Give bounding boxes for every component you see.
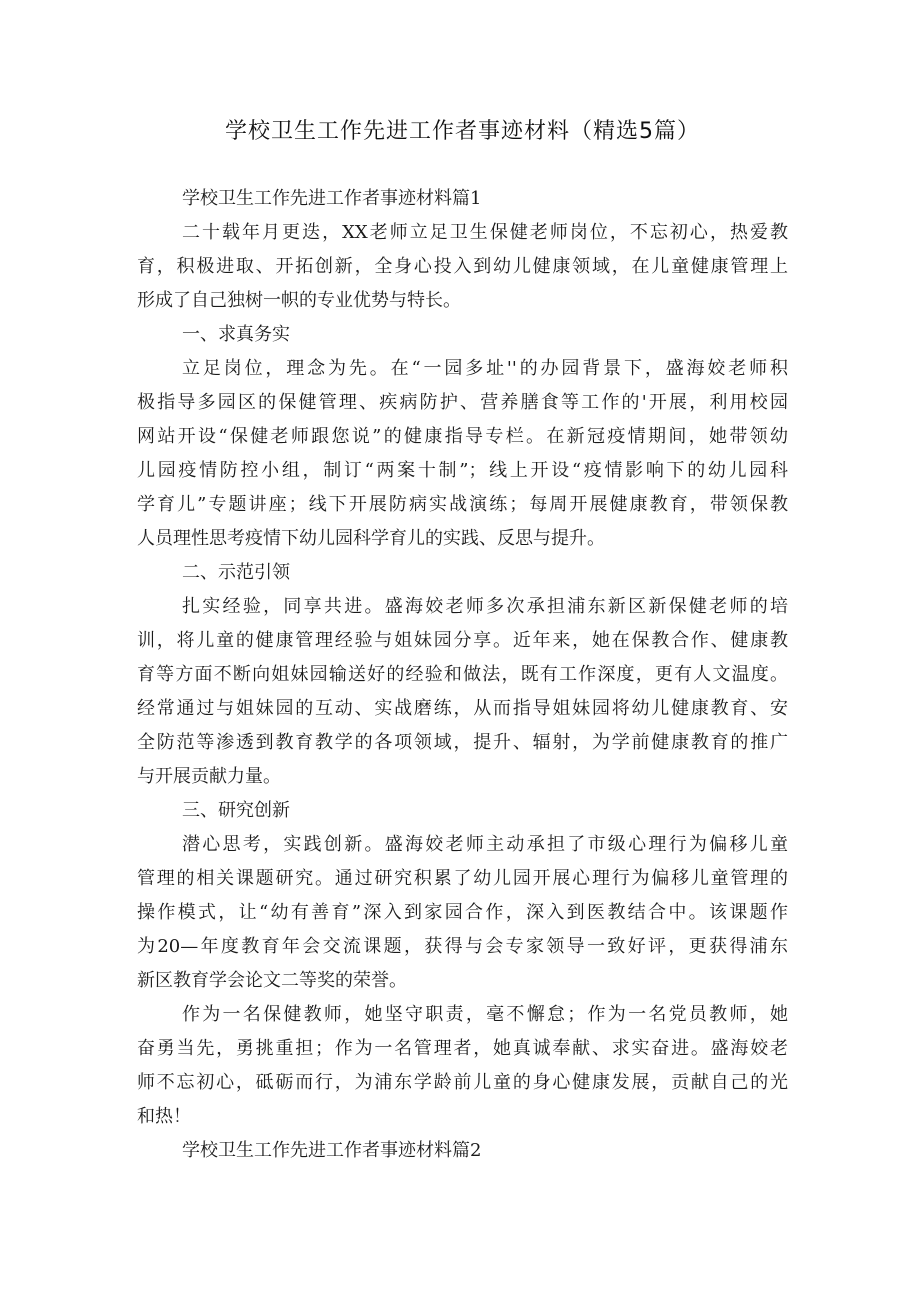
text-line: 极指导多园区的保健管理、疾病防护、营养膳食等工作的'开展，利用校园 bbox=[137, 392, 788, 413]
text-line: 管理的相关课题研究。通过研究积累了幼儿园开展心理行为偏移儿童管理的 bbox=[137, 868, 788, 889]
text-line: 学育儿”专题讲座；线下开展防病实战演练；每周开展健康教育，带领保教 bbox=[137, 494, 788, 515]
text-line: 儿园疫情防控小组，制订“两案十制”；线上开设“疫情影响下的幼儿园科 bbox=[137, 460, 788, 481]
text-line: 人员理性思考疫情下幼儿园科学育儿的实践、反思与提升。 bbox=[137, 528, 605, 549]
text-line: 潜心思考，实践创新。盛海姣老师主动承担了市级心理行为偏移儿童 bbox=[182, 834, 788, 855]
text-line: 训，将儿童的健康管理经验与姐妹园分享。近年来，她在保教合作、健康教 bbox=[137, 630, 788, 651]
text-line: 学校卫生工作先进工作者事迹材料篇2 bbox=[182, 1140, 482, 1161]
text-line: 新区教育学会论文二等奖的荣誉。 bbox=[137, 970, 407, 991]
text-line: 育，积极进取、开拓创新，全身心投入到幼儿健康领域，在儿童健康管理上 bbox=[137, 256, 788, 277]
text-line: 奋勇当先，勇挑重担；作为一名管理者，她真诚奉献、求实奋进。盛海姣老 bbox=[137, 1038, 788, 1059]
document-body bbox=[137, 182, 788, 1168]
text-line: 二十载年月更迭，XX老师立足卫生保健老师岗位，不忘初心，热爱教 bbox=[182, 222, 788, 243]
text-line: 育等方面不断向姐妹园输送好的经验和做法，既有工作深度，更有人文温度。 bbox=[137, 664, 788, 685]
text-line: 网站开设“保健老师跟您说”的健康指导专栏。在新冠疫情期间，她带领幼 bbox=[137, 426, 788, 447]
text-line: 经常通过与姐妹园的互动、实战磨练，从而指导姐妹园将幼儿健康教育、安 bbox=[137, 698, 788, 719]
text-line: 扎实经验，同享共进。盛海姣老师多次承担浦东新区新保健老师的培 bbox=[182, 596, 788, 617]
text-line: 立足岗位，理念为先。在“一园多址''的办园背景下，盛海姣老师积 bbox=[182, 358, 788, 379]
text-line: 操作模式，让“幼有善育”深入到家园合作，深入到医教结合中。该课题作 bbox=[137, 902, 788, 923]
document-title: 学校卫生工作先进工作者事迹材料（精选5篇） bbox=[225, 119, 700, 144]
text-line: 与开展贡献力量。 bbox=[137, 766, 281, 787]
text-line: 形成了自己独树一帜的专业优势与特长。 bbox=[137, 290, 461, 311]
text-line: 一、求真务实 bbox=[182, 324, 290, 345]
text-line: 作为一名保健教师，她坚守职责，毫不懈怠；作为一名党员教师，她 bbox=[182, 1004, 788, 1025]
text-line: 全防范等渗透到教育教学的各项领域，提升、辐射，为学前健康教育的推广 bbox=[137, 732, 788, 753]
text-line: 为20—年度教育年会交流课题，获得与会专家领导一致好评，更获得浦东 bbox=[137, 936, 788, 957]
text-line: 学校卫生工作先进工作者事迹材料篇1 bbox=[182, 188, 482, 209]
text-line: 三、研究创新 bbox=[182, 800, 290, 821]
text-line: 师不忘初心，砥砺而行，为浦东学龄前儿童的身心健康发展，贡献自己的光 bbox=[137, 1072, 788, 1093]
text-line: 二、示范引领 bbox=[182, 562, 290, 583]
text-line: 和热！ bbox=[137, 1106, 191, 1127]
